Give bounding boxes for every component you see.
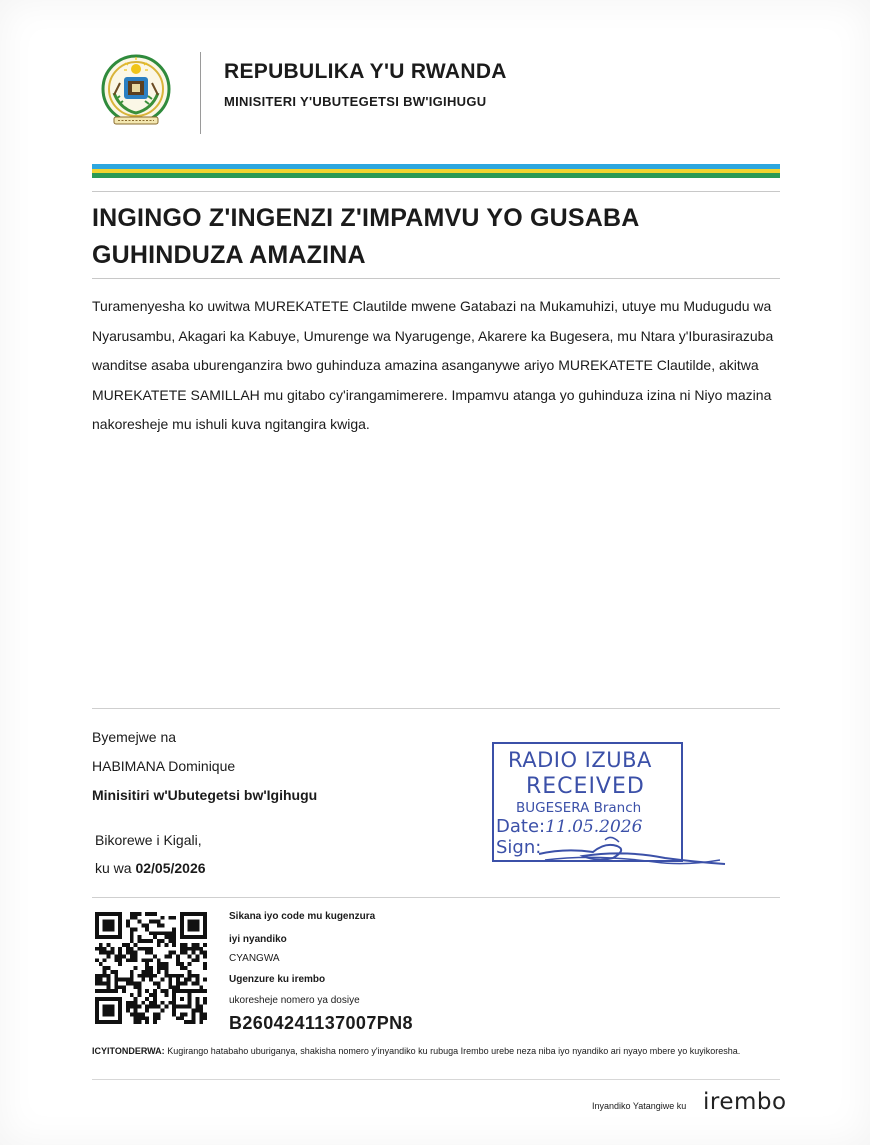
qr-code-icon[interactable] <box>95 912 207 1024</box>
divider <box>92 897 780 898</box>
approved-by-label: Byemejwe na <box>92 729 177 745</box>
issue-date-line <box>95 860 206 876</box>
coat-of-arms-icon <box>100 53 172 131</box>
notice-text: Kugirango hatabaho uburiganya, shakisha nomero y'inyandiko ku rubuga Irembo urebe neza niba iyo nyandiko ari nyayo mbere yo kuyikoresha. <box>167 1046 741 1056</box>
verify-instruction-2: iyi nyandiko <box>229 934 287 945</box>
issue-date: 02/05/2026 <box>135 860 206 876</box>
stamp-line-2: RECEIVED <box>526 774 645 799</box>
verify-instruction-4: ukoresheje nomero ya dosiye <box>229 995 360 1006</box>
document-title-line-2: GUHINDUZA AMAZINA <box>92 241 366 269</box>
divider <box>92 278 780 279</box>
stamp-line-3: BUGESERA Branch <box>516 800 642 816</box>
document-title-line-1: INGINGO Z'INGENZI Z'IMPAMVU YO GUSABA <box>92 204 640 232</box>
provided-by-label: Inyandiko Yatangiwe ku <box>592 1101 687 1111</box>
stamp-date-label: Date: <box>496 816 546 837</box>
application-reference-number: B2604241137007PN8 <box>229 1013 413 1033</box>
signer-name: HABIMANA Dominique <box>92 758 236 774</box>
document-body: Turamenyesha ko uwitwa MUREKATETE Clautilde mwene Gatabazi na Mukamuhizi, utuye mu Mudugudu wa Nyarusambu, Akagari ka Kabuye, Umurenge wa Nyarugenge, Akarere ka Bugesera, mu Ntara y'Iburasirazuba wanditse asaba uburenganzira bwo guhinduza amazina asanganywe ariyo MUREKATETE Clautilde, akitwa MUREKATETE SAMILLAH mu gitabo cy'irangamimerere. Impamvu atanga yo guhinduza izina ni Niyo mazina nakoresheje mu ishuli kuva ngitangira kwiga. <box>92 298 774 432</box>
verify-instruction-1: Sikana iyo code mu kugenzura <box>229 911 376 922</box>
notice-label: ICYITONDERWA: <box>92 1046 165 1056</box>
divider <box>92 708 780 709</box>
document-title <box>92 200 782 274</box>
stamp-sign-label: Sign: <box>496 837 542 858</box>
flag-green-band <box>92 173 780 178</box>
stamp-line-1: RADIO IZUBA <box>508 748 652 772</box>
issue-place: Bikorewe i Kigali, <box>95 832 202 848</box>
stamp-date-value: 11.05.2026 <box>545 817 643 837</box>
verify-or: CYANGWA <box>229 953 280 964</box>
notice <box>92 1042 782 1061</box>
verify-instruction-3: Ugenzure ku irembo <box>229 974 326 985</box>
divider <box>92 191 780 192</box>
divider <box>92 1079 780 1080</box>
republic-title: REPUBULIKA Y'U RWANDA <box>224 60 507 83</box>
issue-date-prefix: ku wa <box>95 860 132 876</box>
signer-role: Minisitiri w'Ubutegetsi bw'Igihugu <box>92 787 318 803</box>
flag-stripe <box>92 164 780 178</box>
irembo-logo: irembo <box>703 1089 787 1115</box>
ministry-title: MINISITERI Y'UBUTEGETSI BW'IGIHUGU <box>224 94 487 109</box>
signature-scrawl-icon <box>535 832 730 877</box>
header-divider <box>200 52 201 134</box>
